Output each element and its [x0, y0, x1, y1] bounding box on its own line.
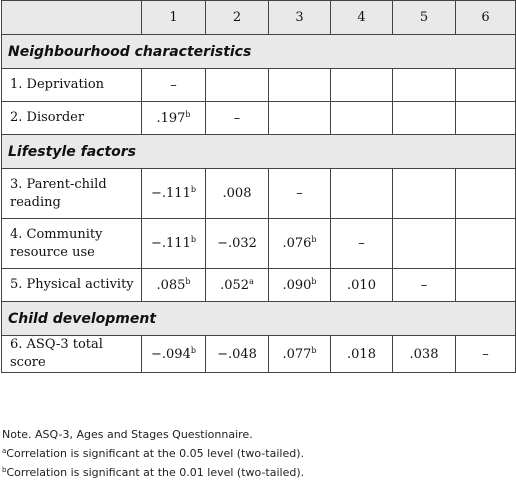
footnote-a [2, 444, 512, 463]
header-cell-blank [2, 1, 142, 35]
cell-value: .197 [156, 110, 186, 126]
cell-value: .038 [409, 346, 439, 362]
significance-marker: b [311, 235, 317, 244]
cell-value: – [482, 346, 489, 362]
correlation-cell [269, 219, 331, 269]
cell-value: – [358, 236, 365, 251]
correlation-cell [331, 336, 393, 373]
correlation-cell [142, 169, 206, 219]
cell-value: .008 [222, 186, 252, 201]
row-label: 6. ASQ-3 total score [2, 336, 142, 373]
significance-marker: b [311, 276, 317, 286]
correlation-cell [331, 269, 393, 302]
header-row [2, 1, 516, 35]
significance-marker: b [185, 276, 191, 286]
cell-value: −.111 [151, 236, 191, 251]
footnote-a-text: Correlation is significant at the 0.05 level (two-tailed). [6, 447, 304, 460]
correlation-cell [206, 102, 269, 135]
row-label: 2. Disorder [2, 102, 142, 135]
cell-value: – [420, 277, 428, 293]
significance-marker: a [249, 276, 254, 286]
correlation-cell [393, 169, 456, 219]
correlation-cell [456, 169, 516, 219]
cell-value: .090 [282, 277, 312, 293]
correlation-cell [456, 219, 516, 269]
significance-marker: b [190, 235, 196, 244]
cell-value: – [170, 77, 177, 93]
correlation-cell [206, 219, 269, 269]
header-cell-4: 4 [331, 1, 393, 35]
correlation-cell [269, 336, 331, 373]
cell-value: −.048 [217, 346, 257, 362]
section-title: Neighbourhood characteristics [2, 35, 516, 69]
cell-value: .018 [347, 346, 376, 362]
significance-marker: b [185, 109, 191, 119]
cell-value: .052 [220, 277, 250, 293]
section-title: Lifestyle factors [2, 135, 516, 169]
correlation-cell [456, 102, 516, 135]
significance-marker: b [311, 345, 317, 355]
correlation-cell [393, 336, 456, 373]
significance-marker: b [190, 345, 196, 355]
row-label: 3. Parent-child reading [2, 169, 142, 219]
correlation-cell [331, 69, 393, 102]
section-header-row [2, 35, 516, 69]
correlation-cell [393, 269, 456, 302]
significance-marker: b [190, 185, 196, 194]
section-header-row [2, 135, 516, 169]
correlation-cell [456, 269, 516, 302]
cell-value: – [296, 186, 303, 201]
correlation-cell [269, 69, 331, 102]
row-label: 4. Community resource use [2, 219, 142, 269]
correlation-cell [456, 69, 516, 102]
correlation-cell [269, 102, 331, 135]
footnote-b [2, 463, 512, 482]
section-title: Child development [2, 302, 516, 336]
header-cell-3: 3 [269, 1, 331, 35]
row-label: 1. Deprivation [2, 69, 142, 102]
correlation-cell [269, 169, 331, 219]
correlation-cell [393, 102, 456, 135]
cell-value: −.111 [151, 186, 191, 201]
correlation-cell [142, 69, 206, 102]
table-row [2, 169, 516, 219]
table-row [2, 336, 516, 373]
correlation-cell [206, 169, 269, 219]
correlation-cell [206, 269, 269, 302]
table-row [2, 219, 516, 269]
correlation-cell [269, 269, 331, 302]
header-cell-1: 1 [142, 1, 206, 35]
footnote-b-marker: b [2, 466, 7, 474]
row-label: 5. Physical activity [2, 269, 142, 302]
cell-value: .076 [282, 236, 312, 251]
header-cell-5: 5 [393, 1, 456, 35]
table-body [2, 35, 516, 373]
correlation-table [1, 0, 516, 373]
cell-value: −.032 [217, 236, 257, 251]
correlation-cell [142, 219, 206, 269]
footnote-b-text: Correlation is significant at the 0.01 level (two-tailed). [6, 466, 305, 479]
table-notes [2, 425, 512, 482]
cell-value: −.094 [151, 346, 191, 362]
correlation-cell [331, 169, 393, 219]
cell-value: .010 [347, 277, 376, 293]
table-row [2, 269, 516, 302]
correlation-cell [206, 69, 269, 102]
header-cell-6: 6 [456, 1, 516, 35]
correlation-cell [393, 219, 456, 269]
correlation-cell [331, 102, 393, 135]
correlation-cell [142, 102, 206, 135]
correlation-cell [142, 336, 206, 373]
section-header-row [2, 302, 516, 336]
correlation-cell [142, 269, 206, 302]
table-row [2, 102, 516, 135]
correlation-cell [456, 336, 516, 373]
cell-value: .085 [156, 277, 186, 293]
header-cell-2: 2 [206, 1, 269, 35]
footnote-a-marker: a [2, 447, 7, 455]
table-row [2, 69, 516, 102]
note-line: Note. ASQ-3, Ages and Stages Questionnaire. [2, 428, 253, 441]
cell-value: .077 [282, 346, 312, 362]
cell-value: – [233, 110, 241, 126]
correlation-cell [206, 336, 269, 373]
correlation-cell [331, 219, 393, 269]
correlation-cell [393, 69, 456, 102]
